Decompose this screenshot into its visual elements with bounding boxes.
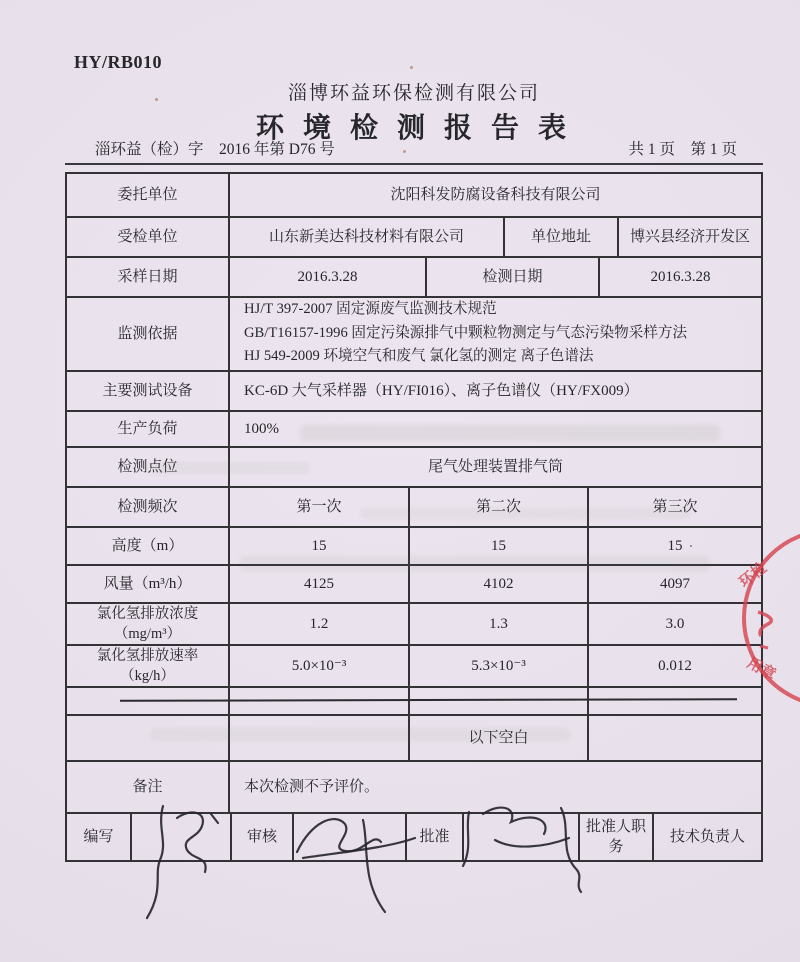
concentration-value-2: 1.3 (410, 604, 589, 645)
test-date-value: 2016.3.28 (650, 268, 711, 285)
client-label: 委托单位 (67, 174, 230, 216)
table-row (67, 298, 761, 372)
table-row (67, 218, 761, 258)
frequency-col-3: 第三次 (652, 498, 698, 515)
table-row (67, 488, 761, 528)
table-row-height (67, 528, 761, 566)
remark-value: 本次检测不予评价。 (244, 778, 380, 795)
approver-label: 批准 (407, 814, 464, 860)
reviewer-label: 审核 (232, 814, 294, 860)
blank-below-note: 以下空白 (410, 716, 589, 760)
address-value: 博兴县经济开发区 (629, 228, 750, 245)
table-row (67, 258, 761, 298)
writer-signature (147, 806, 218, 918)
emission-rate-value-3: 0.012 (658, 658, 692, 675)
seal-star-point (758, 612, 771, 636)
sampling-date-label: 采样日期 (67, 258, 230, 296)
client-value: 沈阳科发防腐设备科技有限公司 (390, 186, 601, 203)
tech-lead-label: 技术负责人 (669, 828, 745, 845)
address-label: 单位地址 (505, 218, 619, 256)
report-title: 环 境 检 测 报 告 表 (255, 113, 572, 144)
point-label: 检测点位 (67, 448, 230, 486)
frequency-col-2: 第二次 (410, 488, 589, 526)
handwritten-signatures (65, 794, 763, 944)
sampling-date-value: 2016.3.28 (230, 258, 427, 296)
equipment-value: KC-6D 大气采样器（HY/FI016）、离子色谱仪（HY/FX009） (244, 382, 639, 399)
concentration-value-1: 1.2 (230, 604, 410, 645)
height-label: 高度（m） (67, 528, 230, 564)
form-code: HY/RB010 (74, 52, 163, 72)
table-row-empty (67, 688, 761, 716)
seal-mark (760, 646, 768, 648)
red-seal-stamp (730, 528, 800, 708)
equipment-label: 主要测试设备 (67, 372, 230, 410)
approver-title-label: 批准人职务 (580, 814, 654, 860)
empty-cell (67, 716, 230, 760)
airflow-value-2: 4102 (410, 566, 589, 602)
pen-dot (690, 545, 692, 547)
paper-speck (155, 98, 158, 101)
table-row (67, 448, 761, 488)
empty-cell (589, 716, 761, 760)
table-row (67, 412, 761, 448)
writer-label: 编写 (67, 814, 132, 860)
emission-rate-value-1: 5.0×10⁻³ (230, 646, 410, 687)
basis-line-3: HJ 549-2009 环境空气和废气 氯化氢的测定 离子色谱法 (244, 348, 594, 365)
company-name: 淄博环益环保检测有限公司 (287, 83, 540, 104)
table-row-emission-rate (67, 646, 761, 688)
seal-text-upper: 环检 (736, 560, 771, 592)
load-label: 生产负荷 (67, 412, 230, 446)
concentration-unit: （mg/m³） (113, 626, 182, 643)
frequency-label: 检测频次 (67, 488, 230, 526)
approver-signature (463, 808, 581, 892)
height-value-2: 15 (410, 528, 589, 564)
emission-rate-label-text: 氯化氢排放速率 (96, 648, 199, 664)
table-row-blank-note (67, 716, 761, 762)
table-row-concentration (67, 604, 761, 646)
table-row-airflow (67, 566, 761, 604)
document-number-line (65, 139, 763, 165)
document-number: 淄环益（检）字 2016 年第 D76 号 (95, 141, 335, 158)
pagination: 共 1 页 第 1 页 (628, 141, 737, 158)
report-table (65, 172, 763, 862)
concentration-label (67, 604, 230, 645)
empty-cell (410, 688, 589, 714)
paper-speck (403, 150, 406, 153)
concentration-value-3: 3.0 (665, 616, 685, 633)
emission-rate-unit: （kg/h） (120, 668, 175, 685)
inspected-value: 山东新美达科技材料有限公司 (230, 218, 505, 256)
empty-cell (230, 716, 410, 760)
remark-label: 备注 (67, 762, 230, 812)
emission-rate-label (67, 646, 230, 687)
height-value-1: 15 (230, 528, 410, 564)
test-date-label: 检测日期 (427, 258, 600, 296)
load-value: 100% (244, 420, 279, 437)
inspected-label: 受检单位 (67, 218, 230, 256)
basis-value (230, 298, 761, 370)
height-value-3: 15 (667, 537, 683, 554)
paper-speck (410, 66, 413, 69)
emission-rate-value-2: 5.3×10⁻³ (410, 646, 589, 687)
reviewer-signature (297, 819, 415, 912)
airflow-value-3: 4097 (660, 575, 690, 592)
basis-line-2: GB/T16157-1996 固定污染源排气中颗粒物测定与气态污染物采样方法 (244, 324, 688, 341)
airflow-value-1: 4125 (230, 566, 410, 602)
point-value: 尾气处理装置排气筒 (427, 458, 563, 475)
basis-line-1: HJ/T 397-2007 固定源废气监测技术规范 (244, 301, 497, 317)
frequency-col-1: 第一次 (230, 488, 410, 526)
table-row (67, 372, 761, 412)
seal-text-lower: 用章 (744, 655, 779, 684)
basis-label: 监测依据 (67, 298, 230, 370)
concentration-label-text: 氯化氢排放浓度 (96, 606, 199, 622)
airflow-label: 风量（m³/h） (67, 566, 230, 602)
table-row (67, 174, 761, 218)
